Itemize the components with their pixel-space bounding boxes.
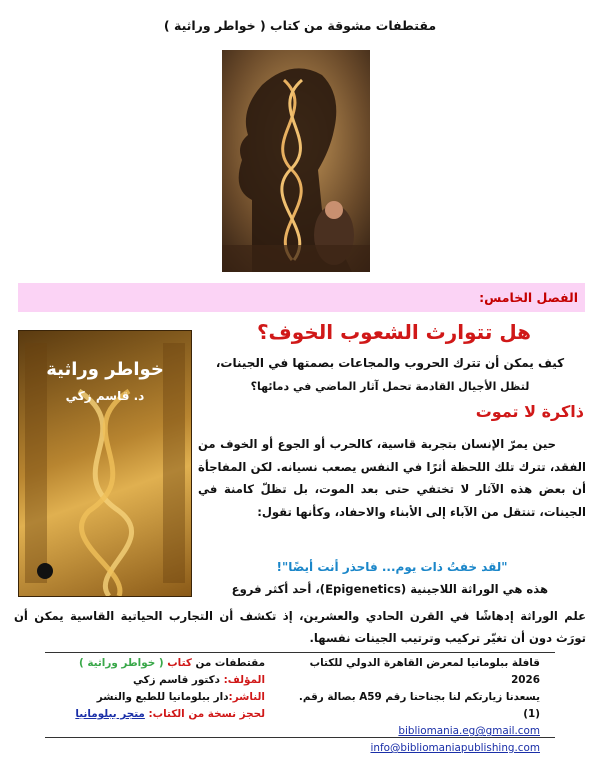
divider bbox=[45, 737, 555, 738]
excerpt-book-word: كتاب bbox=[167, 657, 192, 669]
divider bbox=[45, 652, 555, 653]
author-value: دكتور قاسم زكي bbox=[133, 674, 220, 686]
fair-line: قافلة ببلومانيا لمعرض القاهرة الدولي للكتاب 2026 bbox=[309, 657, 540, 686]
publisher-logo bbox=[37, 563, 53, 579]
store-link[interactable]: متجر ببلومانيا bbox=[75, 708, 145, 720]
subtitle: كيف يمكن أن تترك الحروب والمجاعات بصمتها في الجينات، bbox=[215, 356, 565, 370]
body-paragraph: علم الوراثة إدهاشًا في القرن الحادي والعشرين، إذ تكشف أن التجارب الحياتية القاسية يمكن أن تورَث دون أن تغيّر تركيب وترتيب الجينات نفسها. bbox=[14, 609, 586, 645]
cover-author: د. قاسم زكي bbox=[65, 389, 145, 403]
excerpt-prefix: مقتطفات من bbox=[195, 657, 265, 669]
fair-info bbox=[285, 655, 540, 757]
body-paragraph: حين يمرّ الإنسان بتجربة قاسية، كالحرب أو الجوع أو الخوف من الفقد، تترك تلك اللحظة أثرًا في النفس يصعب نسيانه. لكن المفاجأة أن بعض هذه الآثار لا تختفي حتى بعد الموت، بل تظلّ كامنة في الجينات، تنتقل من الآباء إلى الأبناء والاحفاد، وكأنها تقول: bbox=[198, 437, 586, 519]
dna-silhouette-image bbox=[222, 50, 370, 272]
excerpt-book: ( خواطر وراثية ) bbox=[78, 657, 164, 669]
body-paragraph: هذه هي الوراثة اللاجينية (Epigenetics)، أحد أكثر فروع bbox=[231, 582, 548, 596]
subtitle: لتظل الأجيال القادمة تحمل آثار الماضي في دمائها؟ bbox=[250, 380, 530, 393]
headline: هل تتوارث الشعوب الخوف؟ bbox=[256, 320, 532, 344]
author-label: المؤلف: bbox=[223, 674, 265, 686]
section-heading: ذاكرة لا تموت bbox=[475, 402, 584, 421]
email-link[interactable]: bibliomania.eg@gmail.com bbox=[398, 725, 540, 737]
page-title: مقتطفات مشوقة من كتاب ( خواطر وراثية ) bbox=[163, 18, 437, 33]
publisher-value: دار ببلومانيا للطبع والنشر bbox=[96, 691, 229, 703]
publisher-label: الناشر: bbox=[228, 691, 265, 703]
quote: "لقد خفتُ ذات يوم... فاحذر أنت أيضًا"! bbox=[276, 560, 508, 574]
fair-line: يسعدنا زيارتكم لنا بجناحنا رقم A59 بصالة رقم.(1) bbox=[298, 691, 540, 720]
book-info bbox=[60, 655, 265, 723]
chapter-label: الفصل الخامس: bbox=[479, 290, 578, 305]
email-link[interactable]: info@bibliomaniapublishing.com bbox=[370, 742, 540, 754]
book-cover bbox=[18, 330, 192, 597]
cover-title: خواطر وراثية bbox=[46, 359, 164, 380]
order-label: لحجز نسخة من الكتاب: bbox=[148, 708, 265, 720]
